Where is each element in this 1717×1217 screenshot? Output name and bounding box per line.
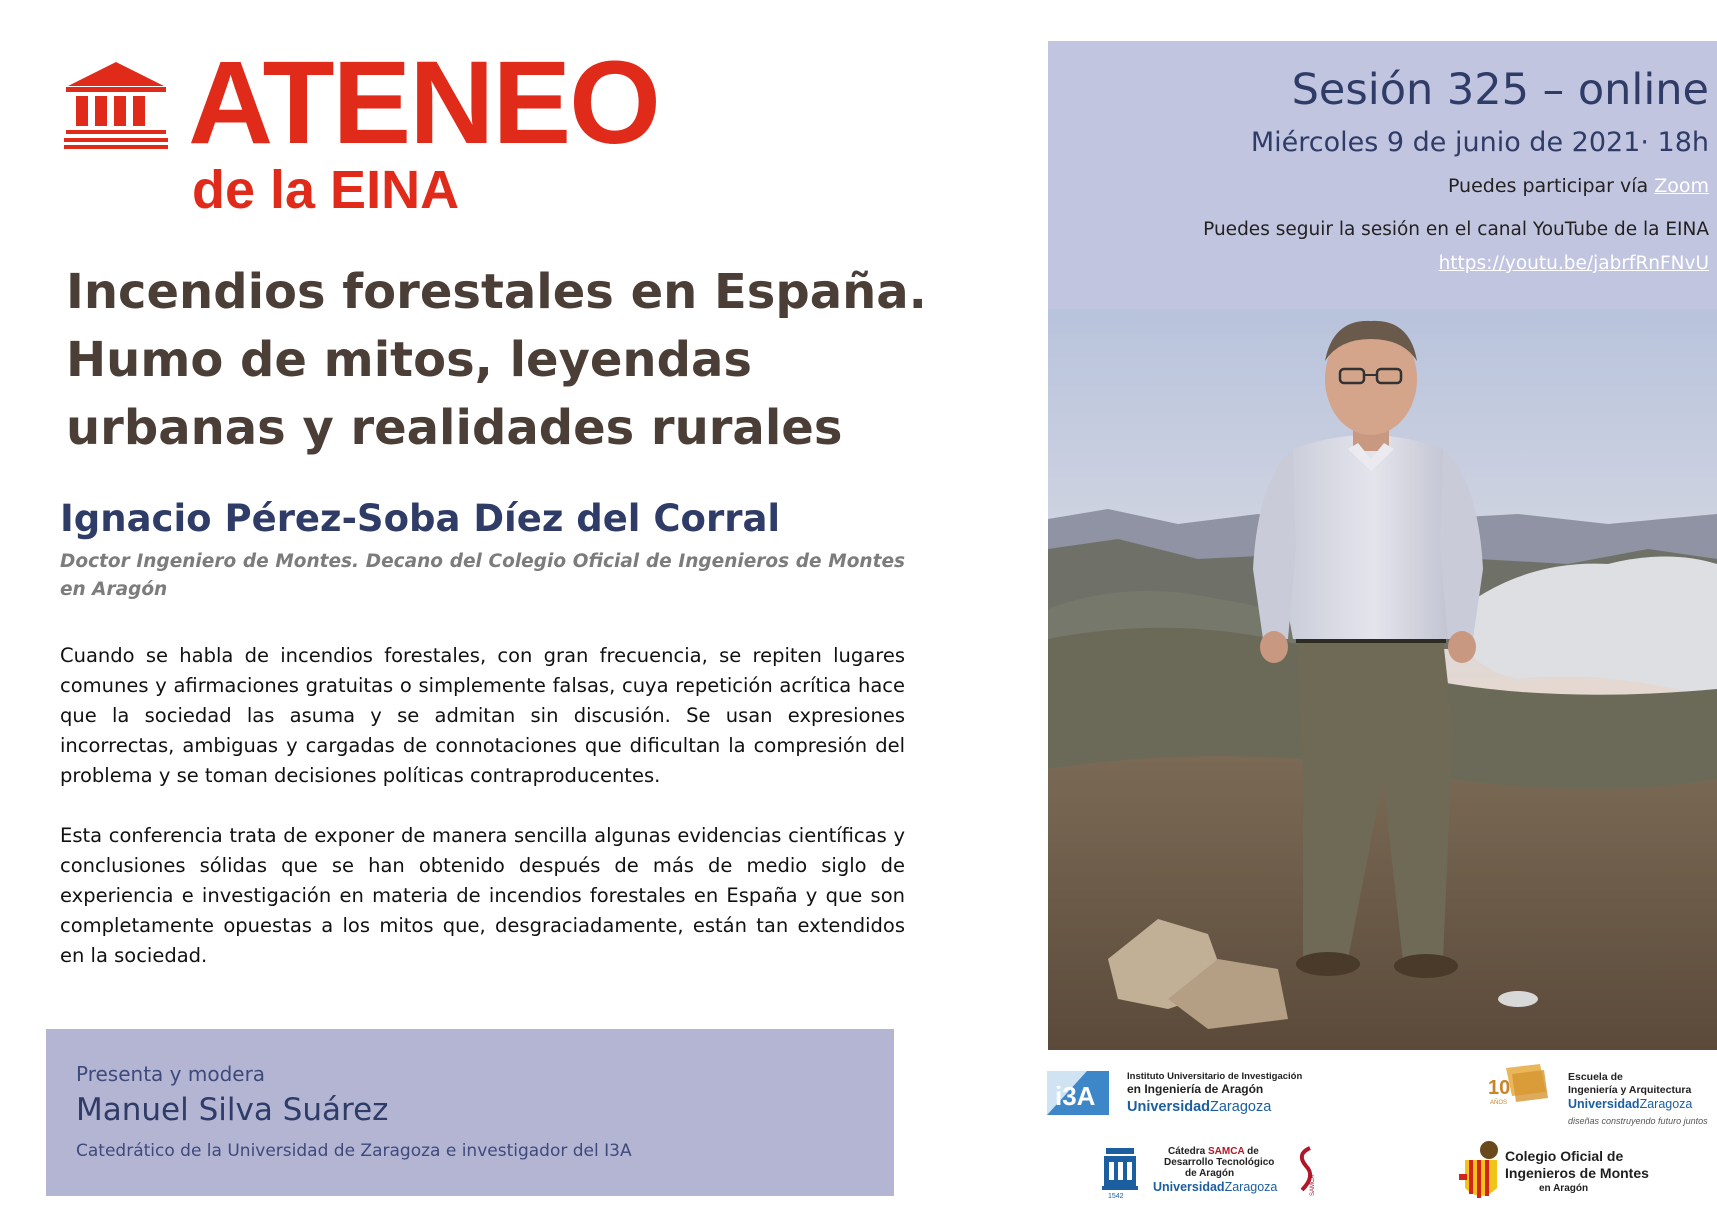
speaker-photo — [1048, 309, 1717, 1050]
colegio-line2: Ingenieros de Montes — [1505, 1165, 1649, 1181]
speaker-role: Doctor Ingeniero de Montes. Decano del Colegio Oficial de Ingenieros de Montes en Aragón — [60, 551, 905, 600]
eina-tagline: diseñas construyendo futuro juntos — [1568, 1116, 1708, 1126]
samca-line3: de Aragón — [1185, 1168, 1235, 1179]
speaker-name: Ignacio Pérez-Soba Díez del Corral — [60, 497, 781, 540]
moderator-label: Presenta y modera — [76, 1062, 266, 1086]
i3a-line2: en Ingeniería de Aragón — [1127, 1082, 1264, 1096]
youtube-text: Puedes seguir la sesión en el canal YouTube de la EINA — [1203, 219, 1709, 240]
zoom-link[interactable]: Zoom — [1654, 175, 1709, 197]
svg-text:10: 10 — [1488, 1077, 1511, 1099]
sponsor-i3a — [1047, 1069, 1307, 1119]
samca-line1c: de — [1244, 1146, 1259, 1157]
ateneo-temple-icon — [62, 60, 170, 150]
i3a-univ-bold: Universidad — [1127, 1099, 1210, 1115]
samca-logo-icon — [1292, 1144, 1322, 1200]
talk-title-line: Incendios forestales en España. — [66, 264, 927, 320]
eina-univ-bold: Universidad — [1568, 1097, 1640, 1111]
samca-univ-bold: Universidad — [1153, 1180, 1225, 1194]
samca-univ-regular: Zaragoza — [1224, 1180, 1278, 1194]
colegio-line3: en Aragón — [1539, 1183, 1589, 1194]
sponsor-samca — [1100, 1144, 1330, 1204]
university-tower-icon — [1100, 1144, 1140, 1200]
talk-title-line: Humo de mitos, leyendas — [66, 332, 752, 388]
zoom-text: Puedes participar vía — [1447, 175, 1655, 197]
eina-10-years-icon — [1488, 1062, 1550, 1106]
moderator-description: Catedrático de la Universidad de Zaragoza e investigador del I3A — [76, 1141, 632, 1161]
svg-text:1542: 1542 — [1108, 1193, 1124, 1200]
logo-subtitle: de la EINA — [192, 160, 460, 220]
moderator-name: Manuel Silva Suárez — [76, 1092, 389, 1128]
session-date: Miércoles 9 de junio de 2021· 18h — [1250, 127, 1709, 158]
session-title: Sesión 325 – online — [1291, 65, 1709, 115]
eina-line1: Escuela de — [1568, 1071, 1623, 1083]
abstract-paragraph: Esta conferencia trata de exponer de manera sencilla algunas evidencias científicas y conclusiones sólidas que se han obtenido después de más de medio siglo de experiencia e investigación en materia de incendios forestales en España y que son completamente opuestas a los mitos que, desgraciadamente, están tan extendidos en la sociedad. — [60, 824, 905, 967]
sponsor-eina — [1488, 1060, 1713, 1130]
i3a-line1: Instituto Universitario de Investigación — [1127, 1071, 1303, 1082]
samca-name: SAMCA — [1208, 1146, 1245, 1157]
abstract-paragraph: Cuando se habla de incendios forestales, con gran frecuencia, se repiten lugares comunes y afirmaciones gratuitas o simplemente falsas, cuya repetición acrítica hace que la sociedad las asuma y se admitan sin discusión. Se usan expresiones incorrectas, ambiguas y cargadas de connotaciones que dificultan la compresión del problema y se toman decisiones políticas contraproducentes. — [60, 644, 905, 787]
svg-text:AÑOS: AÑOS — [1490, 1100, 1508, 1106]
i3a-logo-icon — [1047, 1071, 1109, 1115]
session-box — [1048, 41, 1717, 309]
svg-text:SAMCA: SAMCA — [1310, 1174, 1316, 1196]
sponsor-colegio-montes — [1457, 1138, 1667, 1210]
samca-line2: Desarrollo Tecnológico — [1164, 1157, 1275, 1168]
talk-title-line: urbanas y realidades rurales — [66, 400, 843, 456]
colegio-line1: Colegio Oficial de — [1505, 1148, 1624, 1164]
eina-line2: Ingeniería y Arquitectura — [1568, 1084, 1692, 1096]
moderator-box — [46, 1029, 894, 1196]
youtube-link[interactable]: https://youtu.be/jabrfRnFNvU — [1438, 253, 1709, 274]
logo-ateneo: ATENEO — [188, 37, 659, 169]
zoom-line — [1448, 173, 1709, 199]
i3a-univ-regular: Zaragoza — [1210, 1099, 1272, 1115]
svg-text:i3A: i3A — [1055, 1081, 1096, 1111]
samca-line1a: Cátedra — [1168, 1146, 1209, 1157]
eina-univ-regular: Zaragoza — [1639, 1097, 1693, 1111]
talk-title — [66, 258, 926, 462]
